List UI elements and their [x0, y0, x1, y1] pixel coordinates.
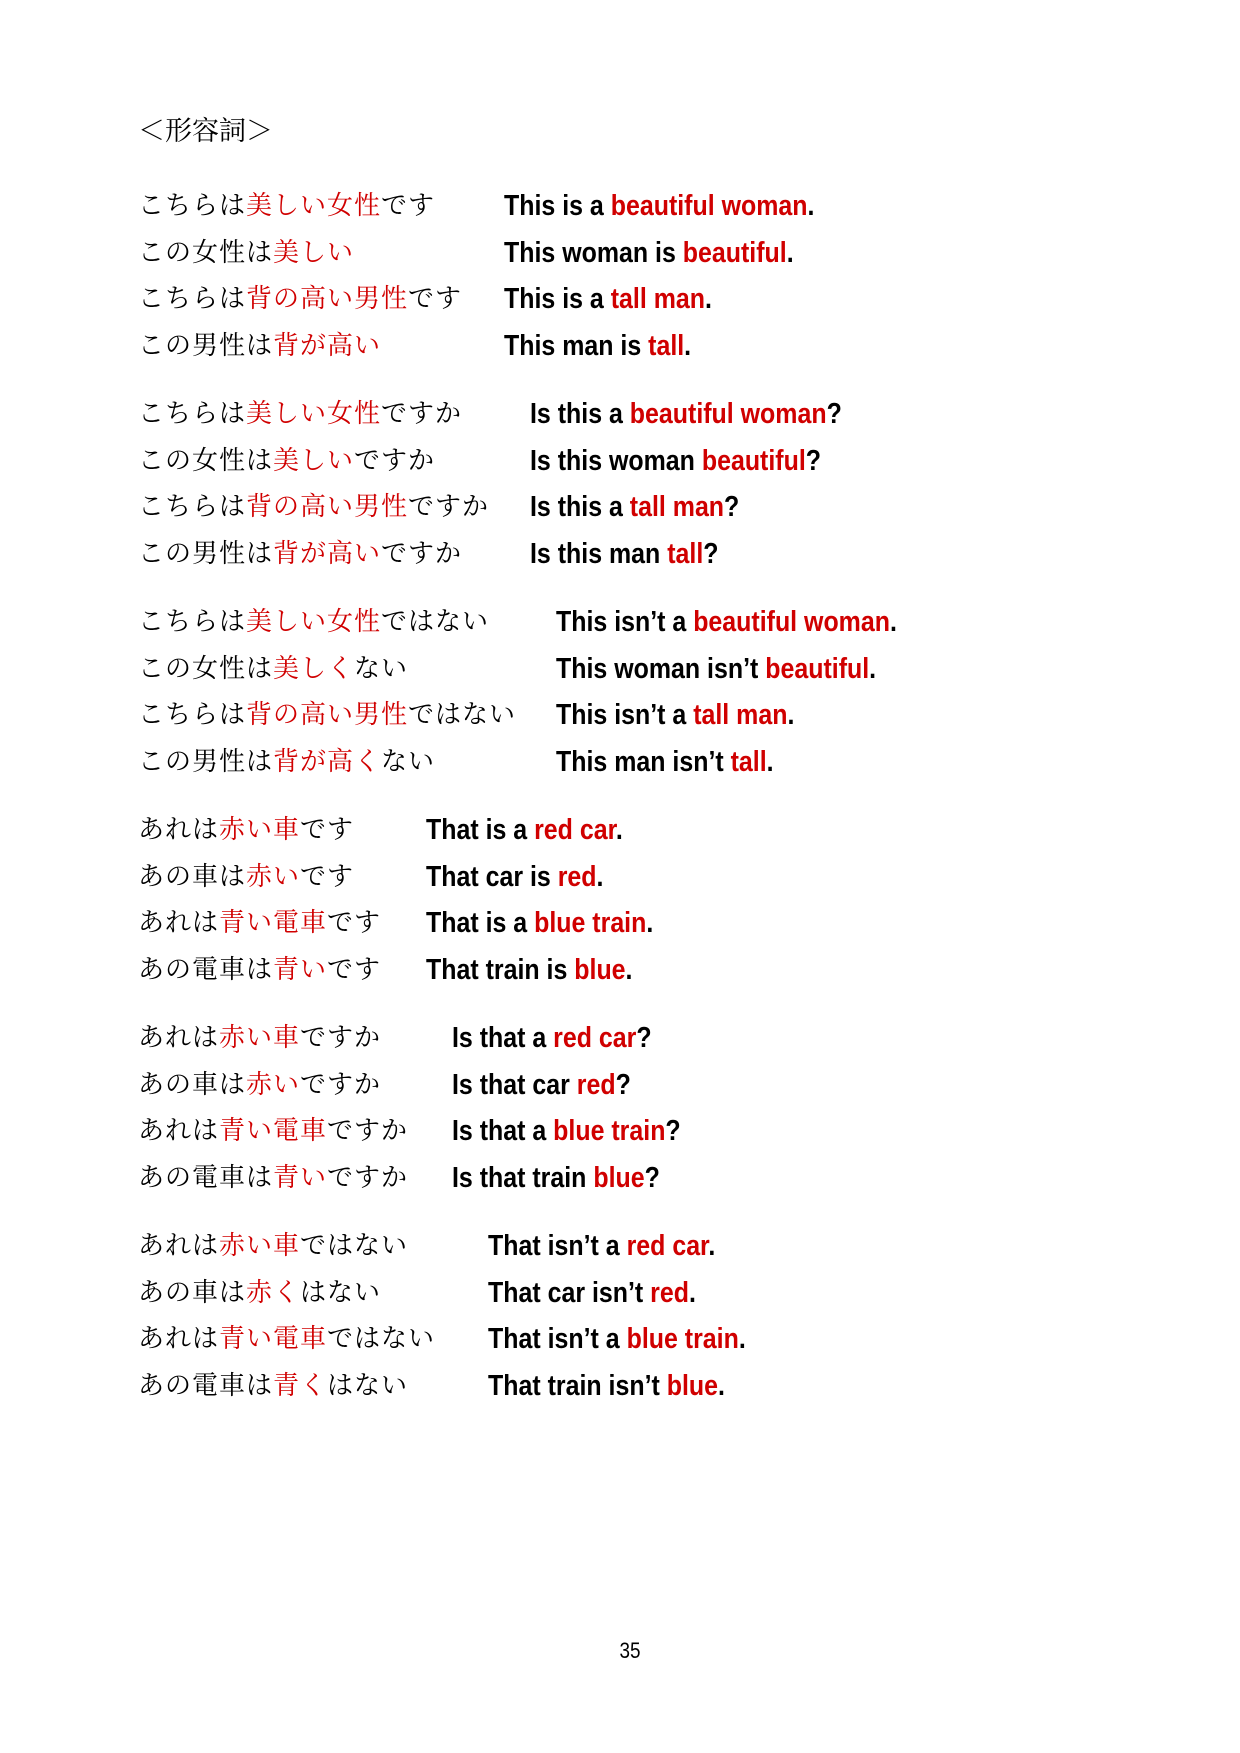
english-sentence: [488, 1363, 725, 1409]
sentence-text: こちらは: [138, 284, 247, 314]
sentence-text: こちらは: [138, 492, 247, 522]
sentence-text: This isn’t a: [556, 606, 694, 638]
japanese-sentence: [138, 854, 354, 900]
sentence-text: That isn’t a: [488, 1323, 627, 1355]
sentence-text: ですか: [381, 399, 463, 429]
sentence-text: ですか: [354, 445, 436, 476]
japanese-sentence: [138, 276, 462, 322]
sentence-text: ではない: [381, 607, 490, 637]
sentence-text: はない: [327, 1370, 409, 1401]
section-heading: ＜形容詞＞: [138, 116, 273, 147]
highlighted-phrase: 赤く: [246, 1277, 301, 1308]
highlighted-phrase: 赤い車: [219, 1023, 301, 1053]
sentence-text: この女性は: [138, 237, 274, 268]
sentence-text: ない: [354, 653, 409, 684]
sentence-text: あれは: [138, 1324, 220, 1354]
sentence-text: ?: [665, 1115, 681, 1147]
sentence-text: ?: [644, 1161, 660, 1194]
sentence-text: です: [327, 908, 382, 938]
sentence-text: Is this a: [530, 491, 630, 523]
english-sentence: [504, 323, 691, 369]
english-sentence: [530, 391, 842, 437]
highlighted-phrase: beautiful woman: [693, 606, 890, 638]
english-sentence: [504, 183, 814, 229]
japanese-sentence: [138, 183, 435, 229]
highlighted-phrase: 美しい: [273, 237, 355, 268]
japanese-sentence: [138, 807, 354, 853]
sentence-text: あの車は: [138, 1277, 247, 1308]
sentence-text: This is a: [504, 283, 611, 315]
sentence-text: こちらは: [138, 607, 247, 637]
highlighted-phrase: 赤い車: [219, 815, 301, 845]
sentence-text: あれは: [138, 908, 220, 938]
japanese-sentence: [138, 739, 435, 785]
highlighted-phrase: red car: [626, 1230, 709, 1262]
sentence-text: .: [708, 1230, 716, 1262]
sentence-text: あれは: [138, 1231, 220, 1261]
english-sentence: [426, 900, 653, 946]
sentence-text: That car isn’t: [488, 1276, 651, 1309]
sentence-text: ?: [724, 491, 740, 523]
highlighted-phrase: 背が高く: [273, 746, 382, 777]
sentence-text: この男性は: [138, 746, 274, 777]
sentence-text: .: [807, 190, 815, 222]
sentence-text: ではない: [327, 1324, 436, 1354]
english-sentence: [556, 692, 794, 738]
sentence-text: .: [869, 652, 877, 685]
japanese-sentence: [138, 900, 381, 946]
sentence-text: Is that car: [452, 1068, 577, 1101]
highlighted-phrase: 青い電車: [219, 1324, 328, 1354]
sentence-text: Is this woman: [530, 444, 702, 477]
sentence-text: Is that a: [452, 1115, 554, 1147]
sentence-text: This isn’t a: [556, 699, 694, 731]
highlighted-phrase: beautiful: [701, 444, 806, 477]
sentence-text: こちらは: [138, 700, 247, 730]
japanese-sentence: [138, 1363, 408, 1409]
sentence-text: この男性は: [138, 538, 274, 569]
sentence-text: Is that a: [452, 1022, 554, 1054]
sentence-text: .: [684, 329, 692, 362]
japanese-sentence: [138, 947, 381, 993]
japanese-sentence: [138, 599, 489, 645]
english-sentence: [530, 531, 718, 577]
sentence-text: This is a: [504, 190, 611, 222]
sentence-text: Is this a: [530, 398, 630, 430]
highlighted-phrase: 美しい女性: [246, 399, 382, 429]
english-sentence: [452, 1062, 631, 1108]
english-sentence: [426, 947, 632, 993]
japanese-sentence: [138, 531, 462, 577]
highlighted-phrase: blue train: [534, 907, 647, 939]
english-sentence: [426, 854, 603, 900]
sentence-text: That is a: [426, 814, 535, 846]
highlighted-phrase: 青い電車: [219, 908, 328, 938]
highlighted-phrase: blue train: [626, 1323, 739, 1355]
highlighted-phrase: red car: [553, 1022, 637, 1054]
sentence-text: .: [625, 953, 633, 986]
sentence-text: .: [688, 1276, 696, 1309]
english-sentence: [452, 1015, 652, 1061]
highlighted-phrase: 青い: [273, 954, 328, 985]
japanese-sentence: [138, 1223, 408, 1269]
highlighted-phrase: blue train: [553, 1115, 666, 1147]
sentence-text: .: [718, 1369, 725, 1402]
english-sentence: [452, 1108, 681, 1154]
english-sentence: [504, 276, 712, 322]
english-sentence: [556, 646, 876, 692]
sentence-text: ?: [615, 1068, 631, 1101]
sentence-text: ですか: [327, 1116, 409, 1146]
highlighted-phrase: tall man: [610, 283, 705, 315]
sentence-text: ですか: [300, 1069, 382, 1100]
sentence-text: こちらは: [138, 399, 247, 429]
japanese-sentence: [138, 484, 489, 530]
highlighted-phrase: 青い: [273, 1162, 328, 1193]
highlighted-phrase: 青く: [273, 1370, 328, 1401]
english-sentence: [488, 1223, 715, 1269]
sentence-text: That car is: [426, 860, 558, 893]
highlighted-phrase: beautiful: [765, 652, 870, 685]
highlighted-phrase: blue: [666, 1369, 719, 1402]
english-sentence: [556, 599, 897, 645]
sentence-text: That is a: [426, 907, 535, 939]
japanese-sentence: [138, 391, 462, 437]
sentence-text: です: [381, 191, 436, 221]
highlighted-phrase: 美しく: [273, 653, 355, 684]
highlighted-phrase: 赤い車: [219, 1231, 301, 1261]
sentence-text: ではない: [408, 700, 517, 730]
sentence-text: です: [300, 815, 355, 845]
sentence-text: ですか: [408, 492, 490, 522]
sentence-text: That train isn’t: [488, 1369, 667, 1402]
english-sentence: [488, 1316, 746, 1362]
sentence-text: あの電車は: [138, 1162, 274, 1193]
japanese-sentence: [138, 1108, 408, 1154]
sentence-text: あの車は: [138, 1069, 247, 1100]
sentence-text: あの電車は: [138, 1370, 274, 1401]
japanese-sentence: [138, 1015, 381, 1061]
sentence-text: ですか: [300, 1023, 382, 1053]
sentence-text: ない: [381, 746, 436, 777]
sentence-text: ?: [703, 537, 719, 570]
highlighted-phrase: beautiful woman: [629, 398, 827, 430]
highlighted-phrase: 背の高い男性: [246, 700, 409, 730]
highlighted-phrase: 美しい女性: [246, 607, 382, 637]
japanese-sentence: [138, 230, 354, 276]
sentence-text: That train is: [426, 953, 575, 986]
sentence-text: あの車は: [138, 861, 247, 892]
sentence-text: This man isn’t: [556, 745, 731, 778]
highlighted-phrase: tall: [667, 537, 704, 570]
english-sentence: [556, 739, 774, 785]
highlighted-phrase: 背が高い: [273, 330, 382, 361]
sentence-text: この女性は: [138, 445, 274, 476]
english-sentence: [504, 230, 794, 276]
highlighted-phrase: 美しい: [273, 445, 355, 476]
highlighted-phrase: beautiful woman: [610, 190, 808, 222]
sentence-text: .: [786, 236, 794, 269]
sentence-text: .: [596, 860, 604, 893]
japanese-sentence: [138, 1270, 381, 1316]
highlighted-phrase: red: [650, 1276, 689, 1309]
highlighted-phrase: tall man: [629, 491, 725, 523]
page-number: 35: [619, 1638, 641, 1663]
japanese-sentence: [138, 1316, 435, 1362]
sentence-text: はない: [300, 1277, 382, 1308]
sentence-text: ?: [636, 1022, 652, 1054]
highlighted-phrase: beautiful: [682, 236, 787, 269]
sentence-text: Is this man: [530, 537, 668, 570]
sentence-text: この女性は: [138, 653, 274, 684]
english-sentence: [488, 1270, 696, 1316]
english-sentence: [530, 484, 739, 530]
sentence-text: This woman is: [504, 236, 683, 269]
sentence-text: ではない: [300, 1231, 409, 1261]
highlighted-phrase: 背の高い男性: [246, 284, 409, 314]
english-sentence: [426, 807, 623, 853]
sentence-text: .: [646, 907, 654, 939]
sentence-text: .: [615, 814, 623, 846]
sentence-text: です: [327, 954, 382, 985]
sentence-text: こちらは: [138, 191, 247, 221]
highlighted-phrase: 赤い: [246, 1069, 301, 1100]
highlighted-phrase: tall man: [693, 699, 788, 731]
japanese-sentence: [138, 1062, 381, 1108]
sentence-text: あれは: [138, 815, 220, 845]
sentence-text: This man is: [504, 329, 649, 362]
sentence-text: Is that train: [452, 1161, 594, 1194]
highlighted-phrase: 青い電車: [219, 1116, 328, 1146]
sentence-text: ですか: [327, 1162, 409, 1193]
sentence-text: .: [787, 699, 795, 731]
sentence-text: ですか: [381, 538, 463, 569]
sentence-text: That isn’t a: [488, 1230, 627, 1262]
japanese-sentence: [138, 646, 408, 692]
sentence-text: あれは: [138, 1116, 220, 1146]
highlighted-phrase: 背が高い: [273, 538, 382, 569]
highlighted-phrase: blue: [574, 953, 626, 986]
sentence-text: あれは: [138, 1023, 220, 1053]
sentence-text: この男性は: [138, 330, 274, 361]
sentence-text: .: [704, 283, 712, 315]
japanese-sentence: [138, 1155, 408, 1201]
highlighted-phrase: 美しい女性: [246, 191, 382, 221]
sentence-text: あの電車は: [138, 954, 274, 985]
sentence-text: です: [300, 861, 355, 892]
highlighted-phrase: tall: [730, 745, 767, 778]
japanese-sentence: [138, 438, 435, 484]
english-sentence: [530, 438, 821, 484]
sentence-text: This woman isn’t: [556, 652, 766, 685]
english-sentence: [452, 1155, 660, 1201]
japanese-sentence: [138, 323, 381, 369]
sentence-text: ?: [826, 398, 842, 430]
highlighted-phrase: tall: [648, 329, 685, 362]
highlighted-phrase: blue: [593, 1161, 645, 1194]
highlighted-phrase: red car: [534, 814, 616, 846]
highlighted-phrase: red: [557, 860, 597, 893]
highlighted-phrase: 赤い: [246, 861, 301, 892]
sentence-text: .: [766, 745, 774, 778]
highlighted-phrase: red: [576, 1068, 616, 1101]
japanese-sentence: [138, 692, 516, 738]
highlighted-phrase: 背の高い男性: [246, 492, 409, 522]
sentence-text: です: [408, 284, 463, 314]
sentence-text: .: [738, 1323, 746, 1355]
sentence-text: ?: [805, 444, 822, 477]
sentence-text: .: [889, 606, 897, 638]
